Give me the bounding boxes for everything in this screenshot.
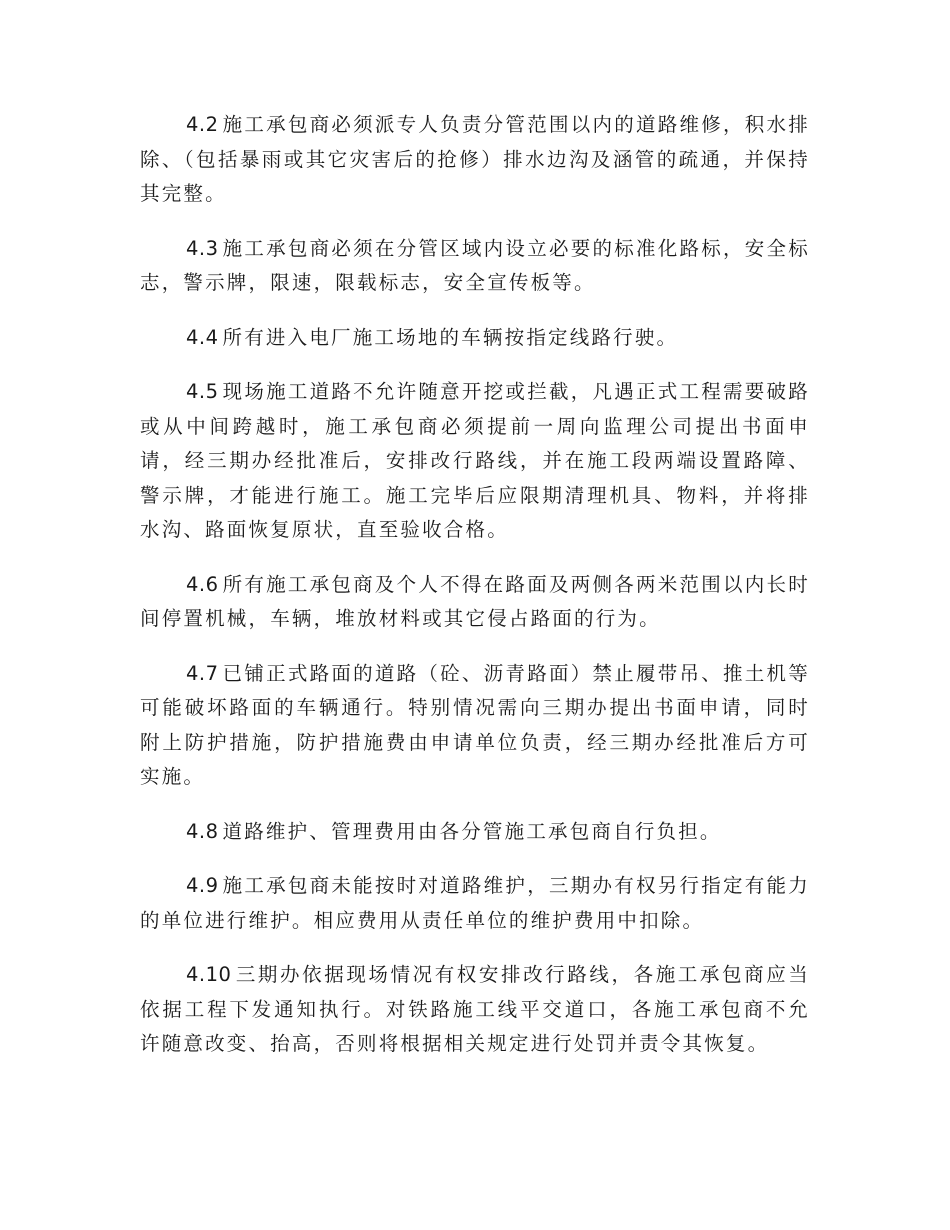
clause-number: 4.4 bbox=[186, 325, 219, 349]
clause-number: 4.3 bbox=[186, 236, 219, 260]
clause-number: 4.5 bbox=[186, 380, 219, 403]
clause-text: 施工承包商未能按时对道路维护，三期办有权另行指定有能力的单位进行维护。相应费用从责任单位的维护费用中扣除。 bbox=[140, 874, 810, 932]
clause-text: 所有施工承包商及个人不得在路面及两侧各两米范围以内长时间停置机械，车辆，堆放材料或其它侵占路面的行为。 bbox=[140, 572, 810, 630]
clause-text: 现场施工道路不允许随意开挖或拦截，凡遇正式工程需要破路或从中间跨越时，施工承包商必须提前一周向监理公司提出书面申请，经三期办经批准后，安排改行路线，并在施工段两端设置路障、警示牌，才能进行施工。施工完毕后应限期清理机具、物料，并将排水沟、路面恢复原状，直至验收合格。 bbox=[140, 380, 810, 541]
paragraph-4-4 bbox=[140, 321, 810, 356]
clause-number: 4.9 bbox=[186, 874, 219, 897]
paragraph-4-6 bbox=[140, 568, 810, 637]
clause-text: 三期办依据现场情况有权安排改行路线，各施工承包商应当依据工程下发通知执行。对铁路施工线平交道口，各施工承包商不允许随意改变、抬高，否则将根据相关规定进行处罚并责令其恢复。 bbox=[140, 963, 810, 1055]
clause-text: 施工承包商必须派专人负责分管范围以内的道路维修，积水排除、（包括暴雨或其它灾害后的抢修）排水边沟及涵管的疏通，并保持其完整。 bbox=[140, 113, 810, 205]
paragraph-4-7 bbox=[140, 657, 810, 795]
clause-text: 所有进入电厂施工场地的车辆按指定线路行驶。 bbox=[222, 325, 679, 349]
clause-number: 4.10 bbox=[186, 963, 232, 986]
paragraph-4-9 bbox=[140, 869, 810, 938]
clause-number: 4.8 bbox=[186, 819, 219, 843]
paragraph-4-10 bbox=[140, 958, 810, 1062]
paragraph-4-8 bbox=[140, 815, 810, 850]
clause-number: 4.6 bbox=[186, 572, 219, 596]
clause-text: 已铺正式路面的道路（砼、沥青路面）禁止履带吊、推土机等可能破坏路面的车辆通行。特别情况需向三期办提出书面申请，同时附上防护措施，防护措施费由申请单位负责，经三期办经批准后方可实施。 bbox=[140, 661, 810, 788]
paragraph-4-3 bbox=[140, 232, 810, 301]
clause-number: 4.7 bbox=[186, 661, 219, 685]
clause-text: 施工承包商必须在分管区域内设立必要的标准化路标，安全标志，警示牌，限速，限载标志，安全宣传板等。 bbox=[140, 236, 810, 294]
clause-text: 道路维护、管理费用由各分管施工承包商自行负担。 bbox=[222, 819, 722, 843]
paragraph-4-5 bbox=[140, 375, 810, 548]
paragraph-4-2 bbox=[140, 108, 810, 212]
document-page bbox=[140, 108, 810, 1082]
clause-number: 4.2 bbox=[186, 113, 219, 136]
